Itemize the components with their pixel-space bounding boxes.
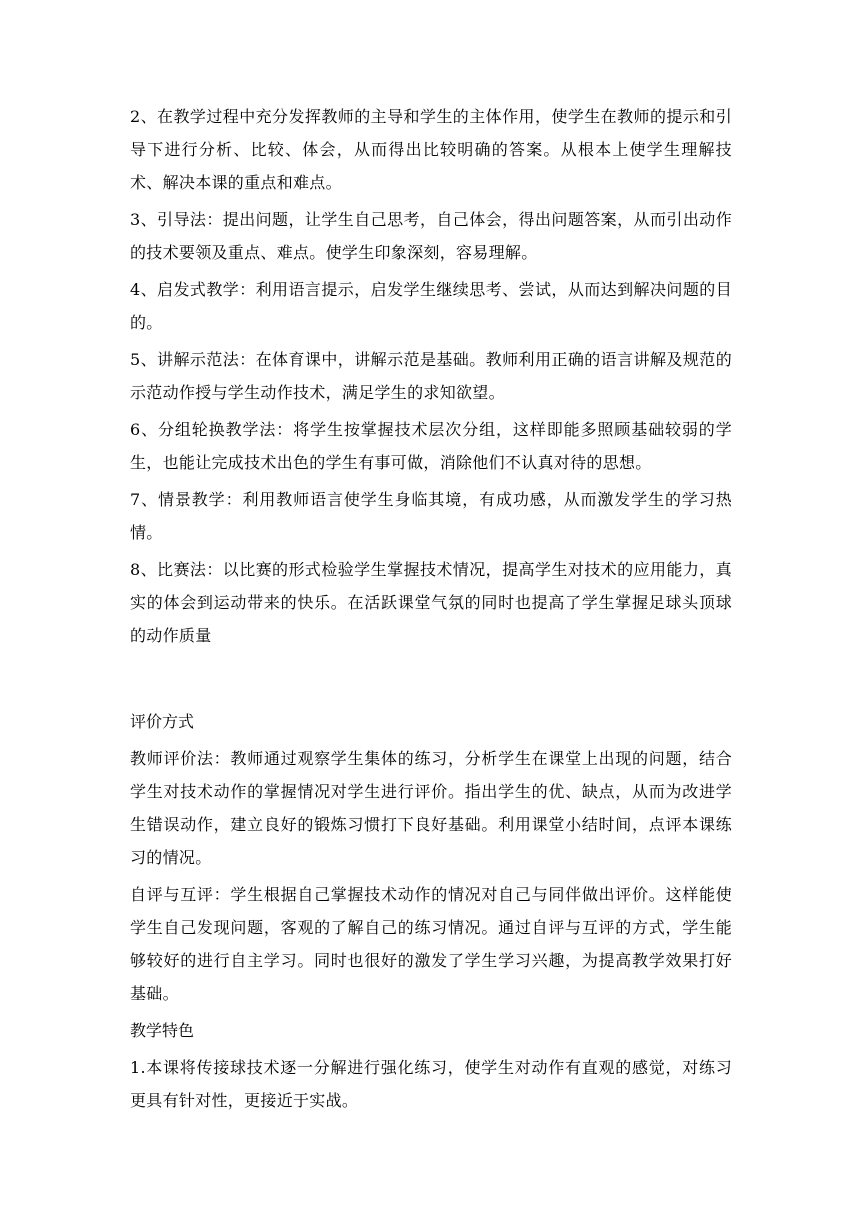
method-item: 8、比赛法：以比赛的形式检验学生掌握技术情况，提高学生对技术的应用能力，真实的体会到运动带来的快乐。在活跃课堂气氛的同时也提高了学生掌握足球头顶球的动作质量 [130, 560, 732, 645]
method-item: 3、引导法：提出问题，让学生自己思考，自己体会，得出问题答案，从而引出动作的技术要领及重点、难点。使学生印象深刻，容易理解。 [130, 210, 732, 262]
features-heading: 教学特色 [130, 1021, 195, 1040]
teaching-methods-section [130, 100, 732, 652]
evaluation-heading: 评价方式 [130, 712, 195, 731]
features-section [130, 1014, 732, 1117]
method-item: 5、讲解示范法：在体育课中，讲解示范是基础。教师利用正确的语言讲解及规范的示范动作授与学生动作技术，满足学生的求知欲望。 [130, 350, 732, 402]
evaluation-section [130, 705, 732, 1010]
method-item: 6、分组轮换教学法：将学生按掌握技术层次分组，这样即能多照顾基础较弱的学生，也能让完成技术出色的学生有事可做，消除他们不认真对待的思想。 [130, 420, 732, 472]
method-item: 7、情景教学：利用教师语言使学生身临其境，有成功感，从而激发学生的学习热情。 [130, 490, 732, 542]
evaluation-paragraph: 自评与互评：学生根据自己掌握技术动作的情况对自己与同伴做出评价。这样能使学生自己发现问题，客观的了解自己的练习情况。通过自评与互评的方式，学生能够较好的进行自主学习。同时也很好的激发了学生学习兴趣，为提高教学效果打好基础。 [130, 885, 732, 1003]
document-body [130, 100, 732, 1121]
method-item: 4、启发式教学：利用语言提示，启发学生继续思考、尝试，从而达到解决问题的目的。 [130, 280, 732, 332]
features-paragraph: 1.本课将传接球技术逐一分解进行强化练习，使学生对动作有直观的感觉，对练习更具有针对性，更接近于实战。 [130, 1058, 732, 1110]
evaluation-paragraph: 教师评价法：教师通过观察学生集体的练习，分析学生在课堂上出现的问题，结合学生对技术动作的掌握情况对学生进行评价。指出学生的优、缺点，从而为改进学生错误动作，建立良好的锻炼习惯打下良好基础。利用课堂小结时间，点评本课练习的情况。 [130, 749, 732, 867]
section-spacer [130, 656, 732, 705]
method-item: 2、在教学过程中充分发挥教师的主导和学生的主体作用，使学生在教师的提示和引导下进行分析、比较、体会，从而得出比较明确的答案。从根本上使学生理解技术、解决本课的重点和难点。 [130, 107, 732, 192]
